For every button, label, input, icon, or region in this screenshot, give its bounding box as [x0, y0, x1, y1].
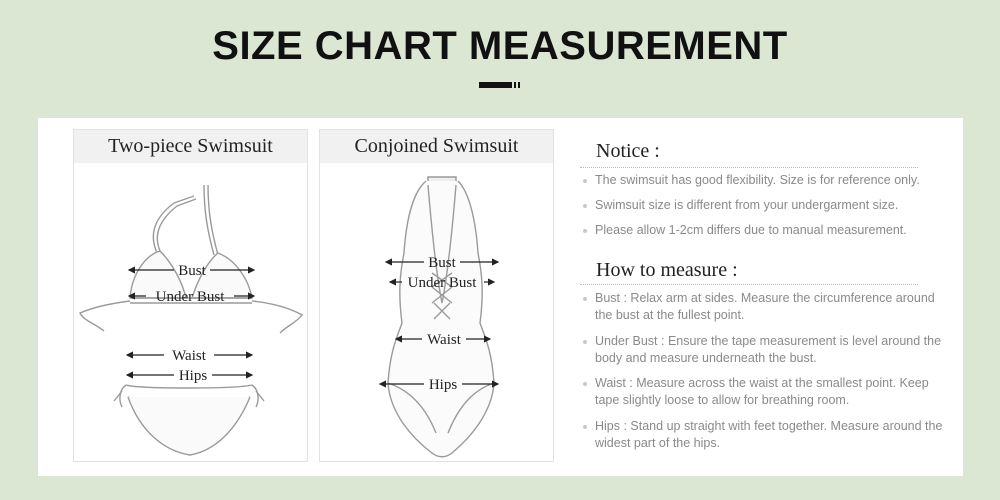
- two-piece-card: [73, 129, 308, 462]
- how-to-item-waist: Waist : Measure across the waist at the smallest point. Keep tape slightly loose to allow for breathing room.: [583, 375, 953, 409]
- two-piece-illustration: [74, 163, 307, 461]
- page-title: SIZE CHART MEASUREMENT: [212, 24, 788, 68]
- conjoined-illustration: [320, 163, 553, 461]
- notice-divider: [580, 167, 918, 168]
- two-piece-hips-label: Hips: [178, 368, 208, 384]
- how-to-divider: [580, 284, 918, 285]
- notice-heading: Notice :: [596, 140, 660, 162]
- two-piece-bust-label: Bust: [178, 263, 206, 279]
- conjoined-card: [319, 129, 554, 462]
- how-to-measure-heading: How to measure :: [596, 259, 738, 281]
- notice-item: The swimsuit has good flexibility. Size is for reference only.: [583, 172, 953, 189]
- how-to-item-hips: Hips : Stand up straight with feet together. Measure around the widest part of the hips.: [583, 418, 953, 452]
- how-to-item-under-bust: Under Bust : Ensure the tape measurement is level around the body and measure underneath the bust.: [583, 333, 953, 367]
- two-piece-waist-label: Waist: [172, 348, 206, 364]
- conjoined-title: Conjoined Swimsuit: [320, 130, 553, 163]
- two-piece-under-bust-label: Under Bust: [155, 289, 225, 305]
- conjoined-waist-label: Waist: [427, 332, 461, 348]
- conjoined-bust-label: Bust: [428, 255, 456, 271]
- conjoined-under-bust-label: Under Bust: [407, 275, 477, 291]
- conjoined-hips-label: Hips: [428, 377, 458, 393]
- how-to-item-bust: Bust : Relax arm at sides. Measure the circumference around the bust at the fullest point.: [583, 290, 953, 324]
- notice-item: Swimsuit size is different from your undergarment size.: [583, 197, 953, 214]
- two-piece-title: Two-piece Swimsuit: [74, 130, 307, 163]
- size-chart-panel: [38, 118, 963, 476]
- notice-item: Please allow 1-2cm differs due to manual measurement.: [583, 222, 953, 239]
